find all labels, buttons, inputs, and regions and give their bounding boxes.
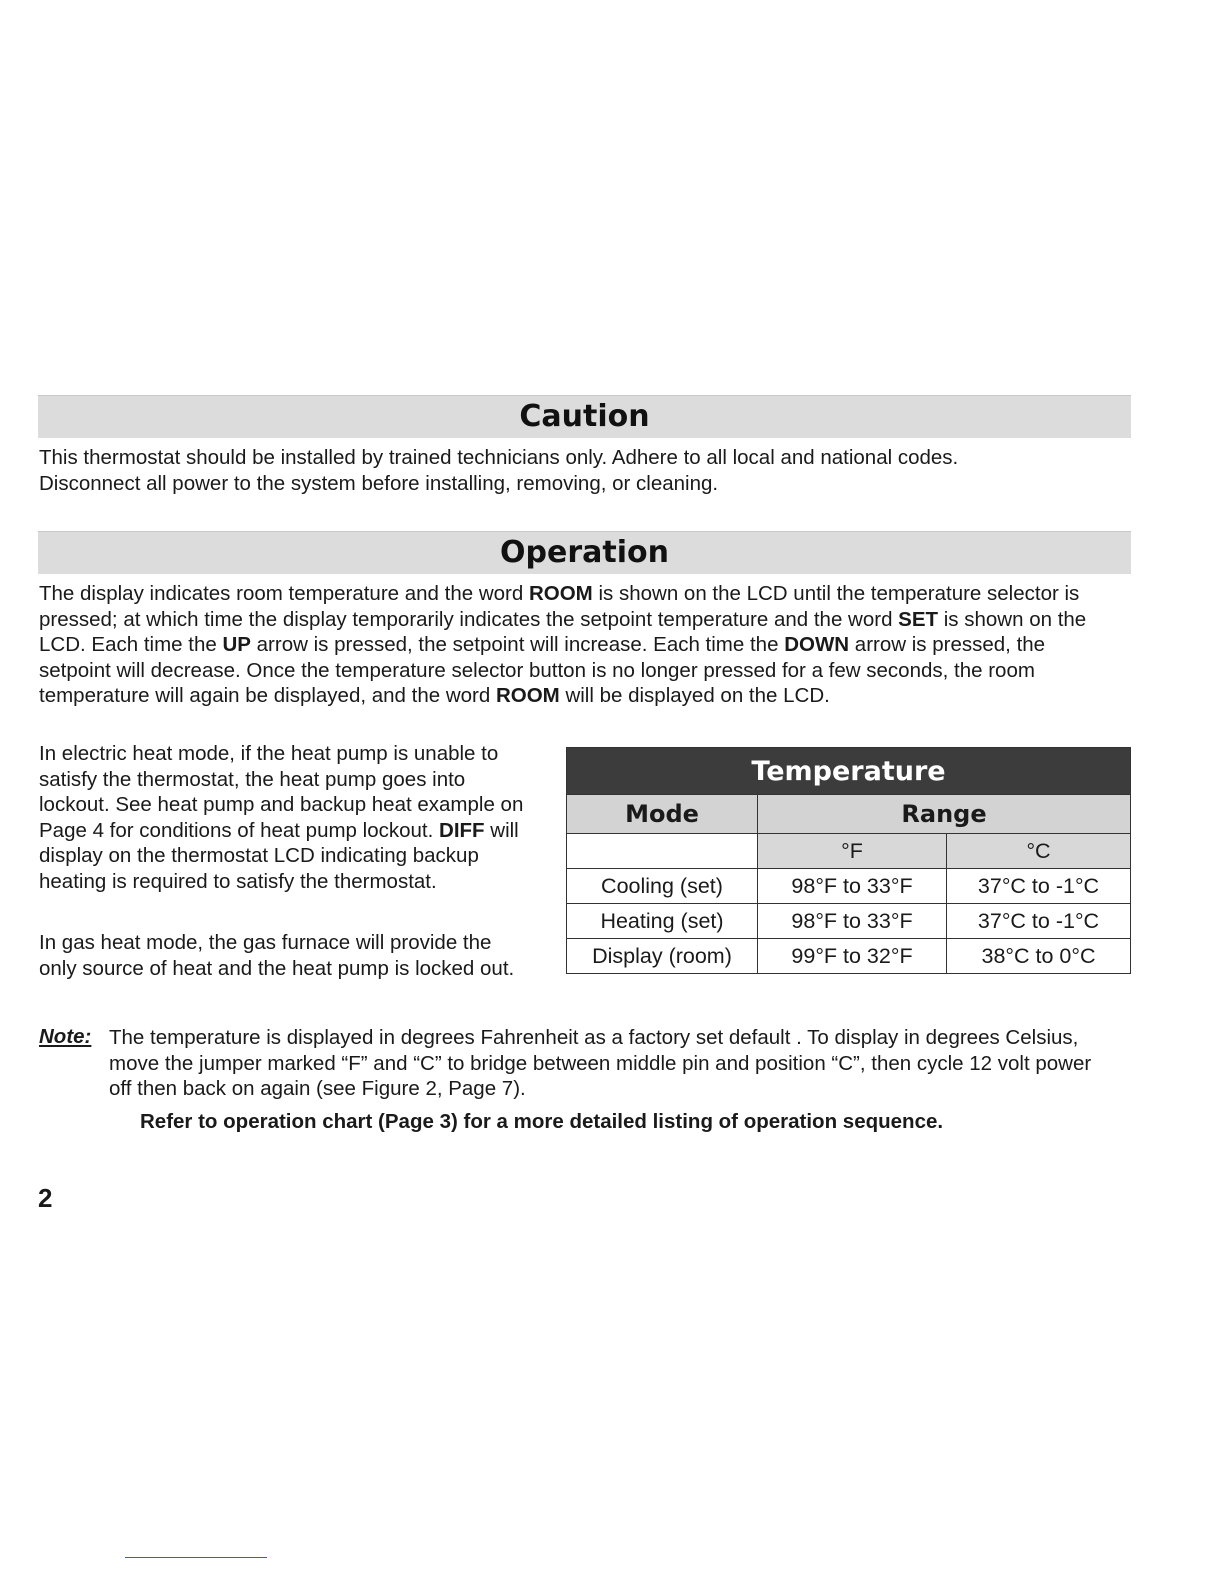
- table-title: Temperature: [567, 748, 1131, 795]
- down-keyword: DOWN: [784, 633, 850, 656]
- range-f-cell: 99°F to 32°F: [758, 939, 947, 974]
- caution-heading-bar: [38, 395, 1131, 438]
- caution-line-1: This thermostat should be installed by trained technicians only. Adhere to all local and national codes.: [39, 446, 959, 469]
- temperature-table: [566, 747, 1131, 974]
- unit-c-header: °C: [947, 834, 1131, 869]
- range-c-cell: 37°C to -1°C: [947, 904, 1131, 939]
- table-row: [567, 904, 1131, 939]
- range-f-cell: 98°F to 33°F: [758, 869, 947, 904]
- operation-paragraph: The display indicates room temperature and the word ROOM is shown on the LCD until the temperature selector is pressed; at which time the display temporarily indicates the setpoint temperature and the word SET is shown on the LCD. Each time the UP arrow is pressed, the setpoint will increase. Each time the DOWN arrow is pressed, the setpoint will decrease. Once the temperature selector button is no longer pressed for a few seconds, the room temperature will again be displayed, and the word ROOM will be displayed on the LCD.: [39, 582, 1087, 707]
- caution-line-2: Disconnect all power to the system before installing, removing, or cleaning.: [39, 471, 719, 495]
- mode-cell: Cooling (set): [567, 869, 758, 904]
- room-keyword: ROOM: [528, 582, 593, 605]
- electric-heat-paragraph: In electric heat mode, if the heat pump is unable to satisfy the thermostat, the heat pump goes into lockout. See heat pump and backup heat example on Page 4 for conditions of heat pump lockout. DIFF will display on the thermostat LCD indicating backup heating is required to satisfy the thermostat.: [39, 742, 524, 893]
- up-keyword: UP: [222, 633, 251, 656]
- table-row: [567, 869, 1131, 904]
- mode-header: Mode: [567, 795, 758, 834]
- caution-heading: Caution: [519, 399, 650, 434]
- set-keyword: SET: [898, 607, 939, 631]
- footer-rule: [125, 1557, 267, 1558]
- range-c-cell: 38°C to 0°C: [947, 939, 1131, 974]
- note-label: Note:: [39, 1025, 92, 1048]
- page-number: 2: [38, 1183, 53, 1213]
- gas-heat-paragraph: In gas heat mode, the gas furnace will provide the only source of heat and the heat pump is locked out.: [39, 931, 515, 980]
- note-text: The temperature is displayed in degrees Fahrenheit as a factory set default . To display in degrees Celsius, move the jumper marked “F” and “C” to bridge between middle pin and position “C”, then cycle 12 volt power off then back on again (see Figure 2, Page 7).: [109, 1026, 1092, 1100]
- range-f-cell: 98°F to 33°F: [758, 904, 947, 939]
- table-row: [567, 939, 1131, 974]
- room-keyword: ROOM: [495, 684, 560, 707]
- operation-heading: Operation: [500, 535, 669, 570]
- range-header: Range: [758, 795, 1131, 834]
- operation-heading-bar: [38, 531, 1131, 574]
- unit-f-header: °F: [758, 834, 947, 869]
- blank-cell: [567, 834, 758, 869]
- mode-cell: Heating (set): [567, 904, 758, 939]
- refer-text: Refer to operation chart (Page 3) for a more detailed listing of operation sequence.: [140, 1110, 944, 1133]
- caution-text: [39, 445, 1119, 496]
- diff-keyword: DIFF: [439, 818, 485, 842]
- mode-cell: Display (room): [567, 939, 758, 974]
- range-c-cell: 37°C to -1°C: [947, 869, 1131, 904]
